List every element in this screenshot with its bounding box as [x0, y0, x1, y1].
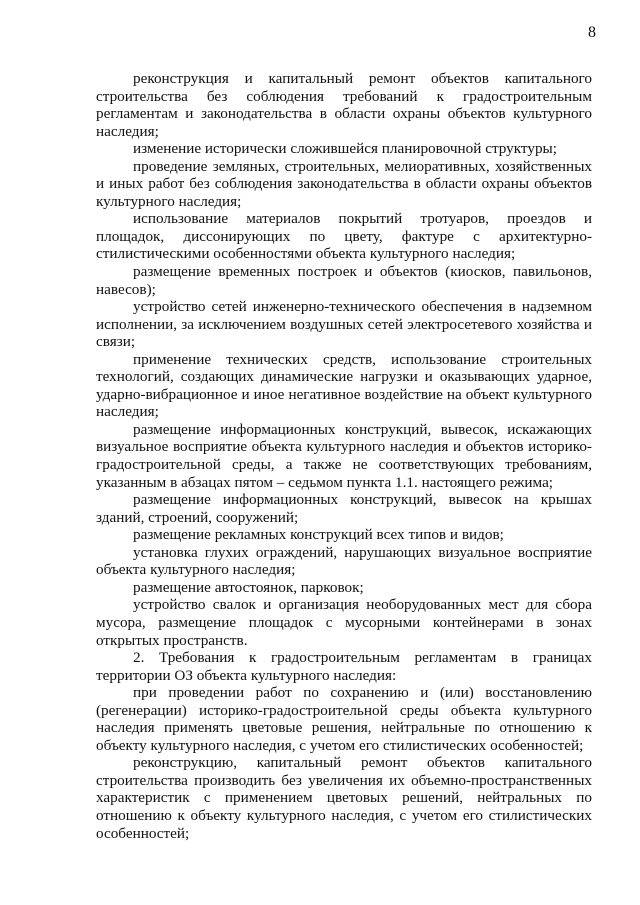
paragraph: размещение информационных конструкций, вывесок, искажающих визуальное восприятие объекта культурного наследия и объектов историко-градостроительной среды, а также не соответствующих требованиям, указанным в абзацах пятом – седьмом пункта 1.1. настоящего режима;	[96, 420, 592, 491]
paragraph: реконструкция и капитальный ремонт объектов капитального строительства без соблюдения требований к градостроительным регламентам и законодательства в области охраны объектов культурного наследия;	[96, 70, 592, 140]
document-body	[96, 70, 592, 842]
paragraph: изменение исторически сложившейся планировочной структуры;	[133, 140, 557, 158]
paragraph: устройство свалок и организация необорудованных мест для сбора мусора, размещение площадок с мусорными контейнерами в зонах открытых пространств.	[96, 596, 592, 649]
paragraph: реконструкцию, капитальный ремонт объектов капитального строительства производить без увеличения их объемно-пространственных характеристик с применением цветовых решений, нейтральных по отношению к объекту культурного наследия, с учетом его стилистических особенностей;	[96, 754, 592, 842]
paragraph: при проведении работ по сохранению и (или) восстановлению (регенерации) историко-градостроительной среды объекта культурного наследия применять цветовые решения, нейтральные по отношению к объекту культурного наследия, с учетом его стилистических особенностей;	[96, 684, 592, 754]
paragraph: размещение автостоянок, парковок;	[133, 578, 364, 596]
paragraph: установка глухих ограждений, нарушающих визуальное восприятие объекта культурного наследия;	[96, 543, 592, 579]
paragraph: размещение рекламных конструкций всех типов и видов;	[133, 526, 504, 544]
paragraph: размещение временных построек и объектов (киосков, павильонов, навесов);	[96, 263, 592, 298]
paragraph: размещение информационных конструкций, вывесок на крышах зданий, строений, сооружений;	[96, 491, 592, 526]
paragraph: использование материалов покрытий тротуаров, проездов и площадок, диссонирующих по цвету, фактуре с архитектурно-стилистическими особенностями объекта культурного наследия;	[96, 210, 592, 263]
paragraph: проведение земляных, строительных, мелиоративных, хозяйственных и иных работ без соблюдения законодательства в области охраны объектов культурного наследия;	[96, 157, 592, 210]
section-heading: 2. Требования к градостроительным регламентам в границах территории ОЗ объекта культурного наследия:	[96, 649, 592, 684]
paragraph: применение технических средств, использование строительных технологий, создающих динамические нагрузки и оказывающих ударное, ударно-вибрационное и иное негативное воздействие на объект культурного наследия;	[96, 350, 592, 421]
page-number: 8	[588, 24, 596, 41]
paragraph: устройство сетей инженерно-технического обеспечения в надземном исполнении, за исключением воздушных сетей электросетевого хозяйства и связи;	[96, 298, 592, 351]
